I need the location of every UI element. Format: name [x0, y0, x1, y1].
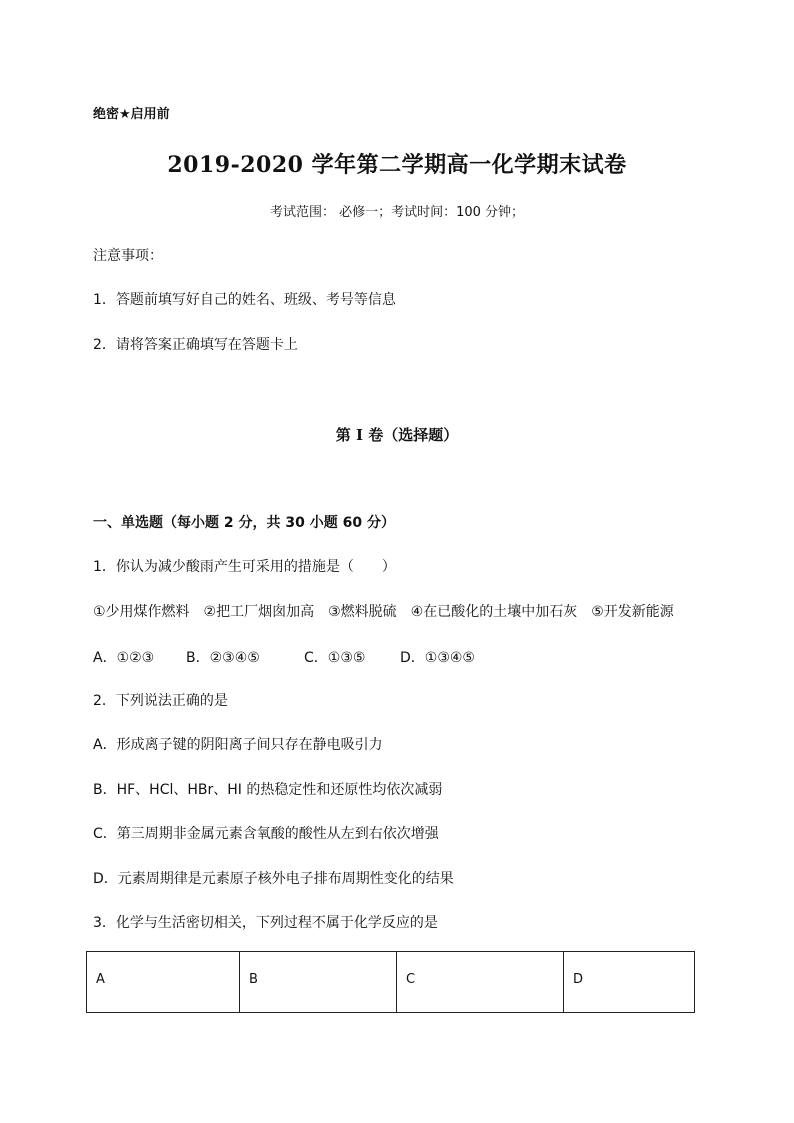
section-title: 第 I 卷（选择题） — [335, 426, 459, 444]
q1-stem: 1．你认为减少酸雨产生可采用的措施是（ ） — [93, 559, 396, 575]
q3-stem: 3．化学与生活密切相关，下列过程不属于化学反应的是 — [93, 915, 438, 931]
q1-option-d: D．①③④⑤ — [400, 650, 475, 666]
page-title: 2019-2020 学年第二学期高一化学期末试卷 — [167, 152, 627, 178]
q1-options — [93, 647, 475, 667]
part-heading: 一、单选题（每小题 2 分，共 30 小题 60 分） — [93, 515, 395, 531]
q1-option-c: C．①③⑤ — [304, 650, 366, 666]
confidential-label: 绝密★启用前 — [93, 107, 170, 122]
exam-info: 考试范围： 必修一；考试时间：100 分钟； — [269, 205, 525, 220]
table-row — [87, 952, 695, 1013]
q1-list: ①少用煤作燃料 ②把工厂烟囱加高 ③燃料脱硫 ④在已酸化的土壤中加石灰 ⑤开发新能源 — [93, 604, 674, 620]
notes-heading: 注意事项： — [93, 248, 163, 264]
note-item-1: 1．答题前填写好自己的姓名、班级、考号等信息 — [93, 292, 396, 308]
q3-options-table — [86, 951, 695, 1013]
q2-option-c: C．第三周期非金属元素含氧酸的酸性从左到右依次增强 — [93, 826, 439, 842]
q3-cell-c: C — [397, 952, 564, 1013]
q1-option-a: A．①②③ — [93, 650, 155, 666]
q3-cell-a: A — [87, 952, 240, 1013]
q3-cell-d: D — [564, 952, 695, 1013]
q3-cell-b: B — [240, 952, 397, 1013]
q2-option-a: A．形成离子键的阴阳离子间只存在静电吸引力 — [93, 737, 383, 753]
note-item-2: 2．请将答案正确填写在答题卡上 — [93, 337, 298, 353]
q2-option-d: D．元素周期律是元素原子核外电子排布周期性变化的结果 — [93, 871, 454, 887]
q1-option-b: B．②③④⑤ — [186, 650, 260, 666]
q2-stem: 2．下列说法正确的是 — [93, 693, 228, 709]
q2-option-b: B．HF、HCl、HBr、HI 的热稳定性和还原性均依次减弱 — [93, 782, 443, 798]
